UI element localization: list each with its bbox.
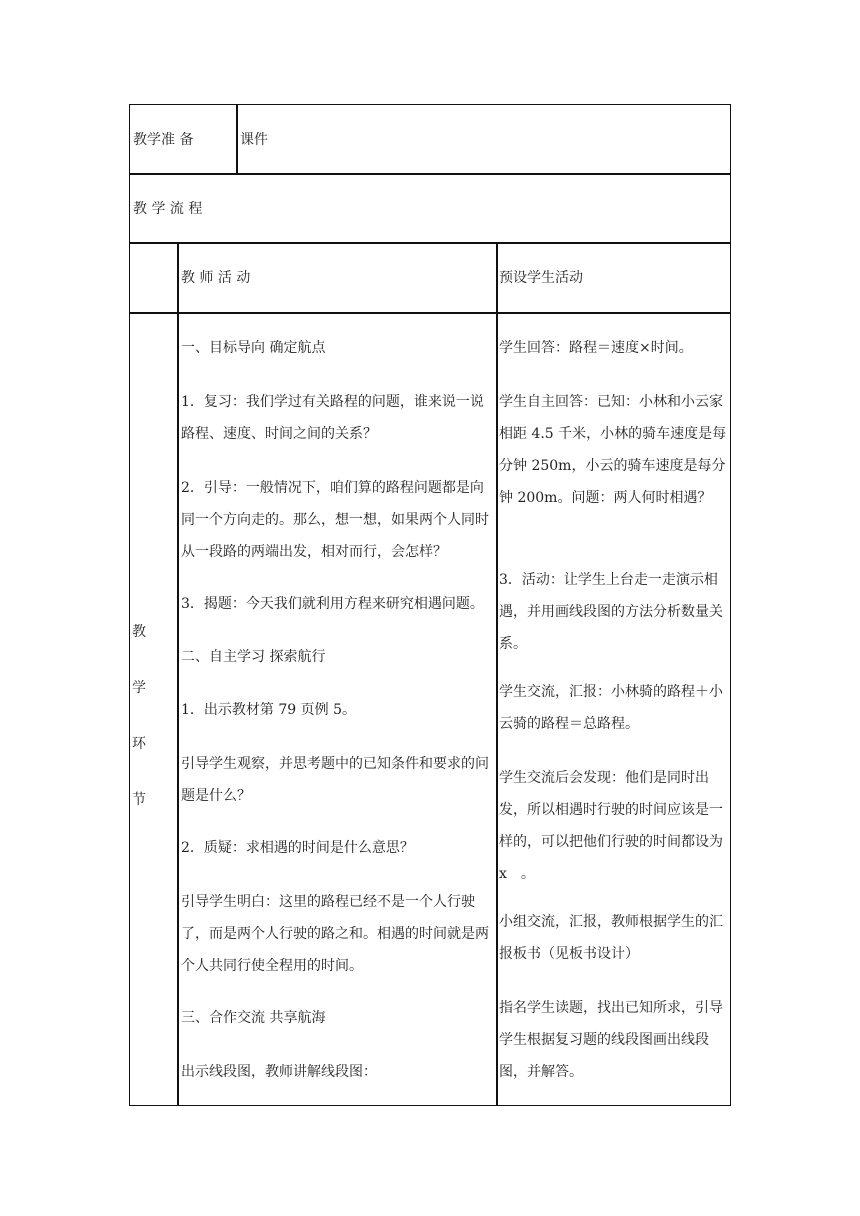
student-para: 学生交流后会发现：他们是同时出发，所以相遇时行驶的时间应该是一样的，可以把他们行驶的时间都设为 x 。: [499, 770, 723, 882]
teacher-para: 一、目标导向 确定航点: [181, 340, 326, 356]
teacher-activity-header: 教 师 活 动: [181, 270, 251, 286]
student-para: 3．活动：让学生上台走一走演示相遇，并用画线段图的方法分析数量关系。: [499, 572, 723, 652]
teacher-para: 出示线段图，教师讲解线段图：: [181, 1064, 377, 1080]
teacher-para: 三、合作交流 共享航海: [181, 1010, 326, 1026]
row-divider: [129, 173, 731, 175]
teacher-para: 1．出示教材第 79 页例 5。: [181, 702, 356, 718]
col-divider: [496, 242, 498, 1106]
col-divider: [236, 104, 238, 174]
teacher-para: 2．引导：一般情况下，咱们算的路程问题都是向同一个方向走的。那么，想一想，如果两个人同时从一段路的两端出发，相对而行，会怎样？: [181, 480, 489, 560]
prep-value: 课件: [240, 132, 268, 148]
teacher-para: 3．揭题：今天我们就利用方程来研究相遇问题。: [181, 596, 484, 612]
stage-label-char: 节: [132, 792, 146, 808]
row-divider: [129, 242, 731, 244]
student-para: 学生回答：路程＝速度×时间。: [499, 340, 693, 356]
stage-label-char: 环: [132, 736, 146, 752]
student-activity-header: 预设学生活动: [499, 270, 583, 286]
row-divider: [129, 312, 731, 314]
student-para: 指名学生读题，找出已知所求，引导学生根据复习题的线段图画出线段图，并解答。: [499, 1000, 723, 1080]
flow-label: 教 学 流 程: [133, 201, 203, 217]
student-para: 学生自主回答：已知：小林和小云家相距 4.5 千米，小林的骑车速度是每分钟 250m，小云的骑车速度是每分钟 200m。问题：两人何时相遇？: [499, 394, 727, 506]
teacher-para: 引导学生观察，并思考题中的已知条件和要求的问题是什么？: [181, 756, 489, 804]
teacher-para: 二、自主学习 探索航行: [181, 649, 326, 665]
prep-label: 教学准 备: [133, 132, 194, 148]
stage-label-char: 学: [132, 680, 146, 696]
teacher-para: 引导学生明白：这里的路程已经不是一个人行驶了，而是两个人行驶的路之和。相遇的时间就是两个人共同行使全程用的时间。: [181, 894, 489, 974]
stage-label: [129, 620, 149, 844]
col-divider: [177, 242, 179, 1106]
teacher-para: 2．质疑：求相遇的时间是什么意思？: [181, 840, 414, 856]
student-para: 学生交流，汇报：小林骑的路程＋小云骑的路程＝总路程。: [499, 684, 723, 732]
student-para: 小组交流，汇报，教师根据学生的汇报板书（见板书设计）: [499, 914, 723, 962]
stage-label-char: 教: [132, 624, 146, 640]
teacher-para: 1．复习：我们学过有关路程的问题，谁来说一说路程、速度、时间之间的关系？: [181, 394, 484, 442]
